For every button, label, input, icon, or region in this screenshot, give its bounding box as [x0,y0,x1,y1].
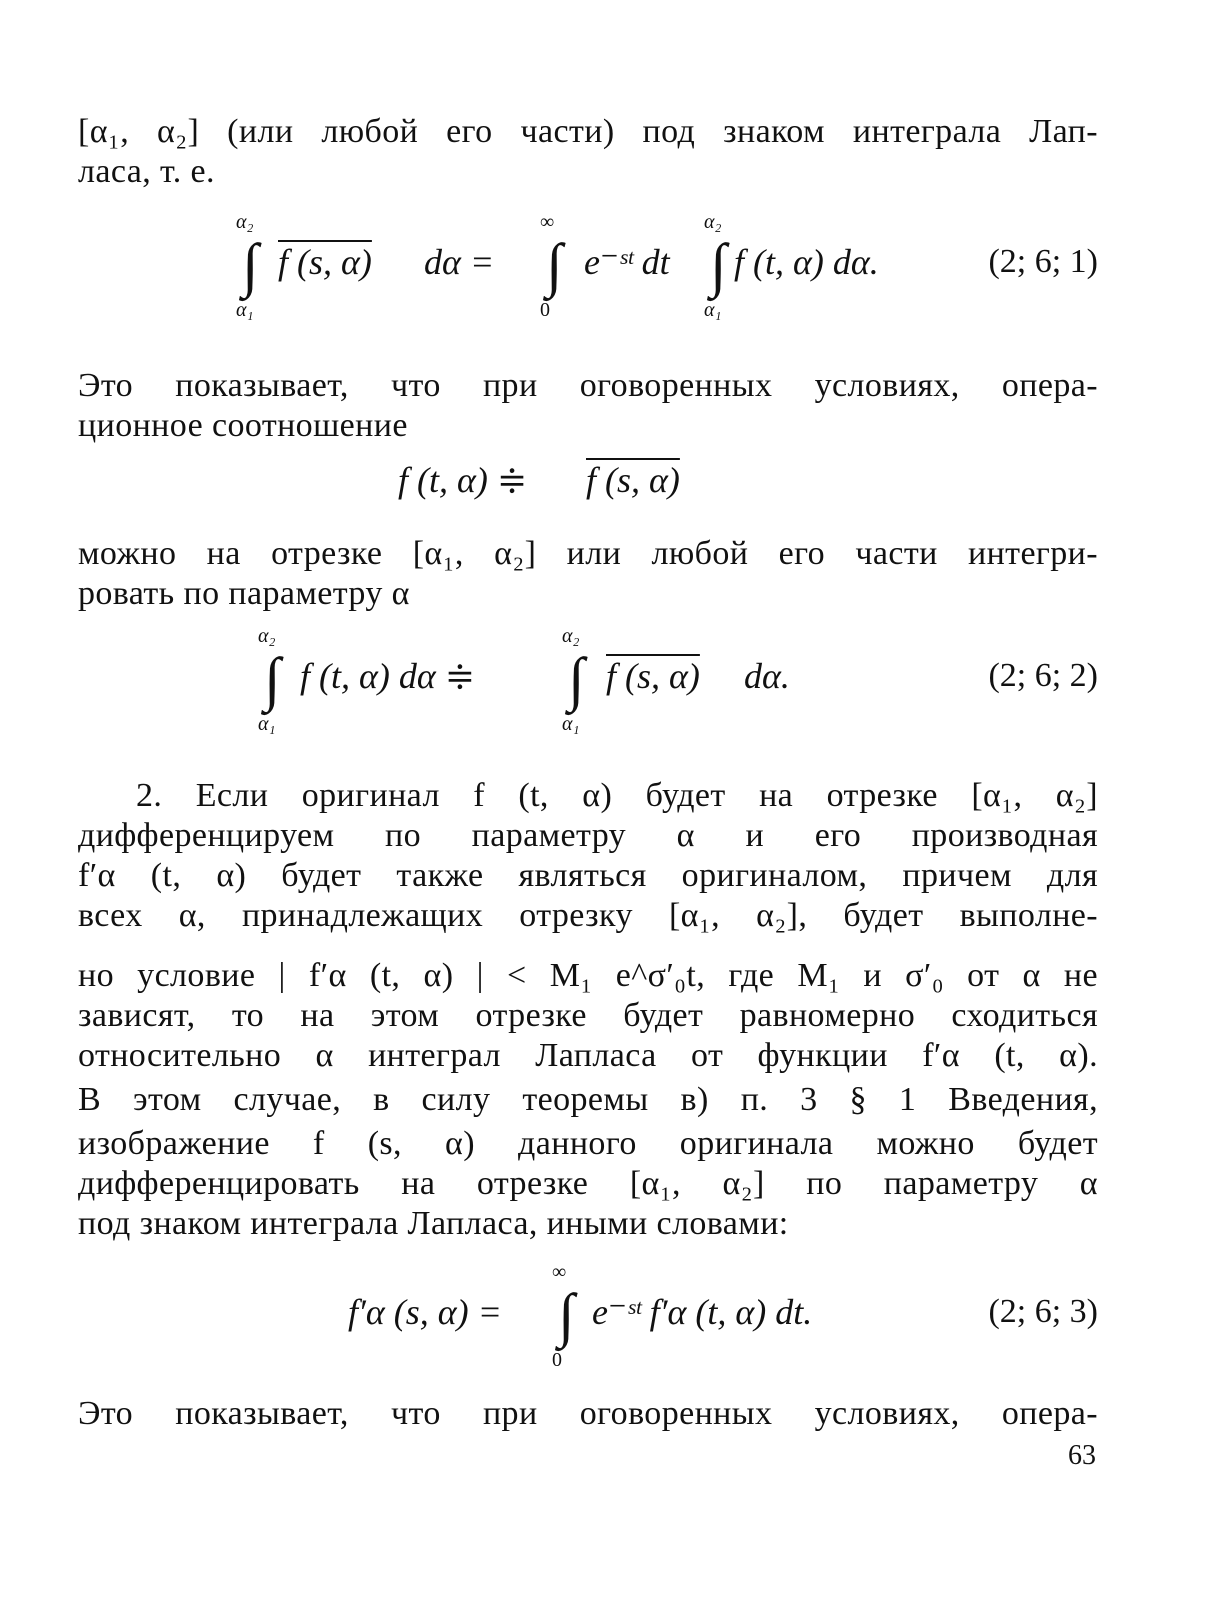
text-line: Это показывает, что при оговоренных условиях, опера- [78,1395,1098,1432]
equation-number: (2; 6; 1) [988,243,1098,280]
integral-upper-limit: α₂ [236,211,254,233]
text-line: 2. Если оригинал f (t, α) будет на отрезке [α₁, α₂] [136,777,1098,814]
text-line: f′α (t, α) будет также являться оригиналом, причем для [78,857,1098,894]
text-line: В этом случае, в силу теоремы в) п. 3 § 1 Введения, [78,1081,1098,1118]
page-number: 63 [1068,1440,1096,1471]
equation-2-6-3 [78,1262,1098,1382]
equation-number: (2; 6; 2) [988,657,1098,694]
integral-sign: ∞ ∫ 0 [552,1261,575,1371]
integral-lower-limit: α₁ [236,299,254,321]
text-line: дифференцируем по параметру α и его производная [78,817,1098,854]
integral-upper-limit: ∞ [552,1261,567,1283]
laplace-image-overlined: f (s, α) [278,242,372,282]
eq-text: dα. [744,656,790,696]
integral-lower-limit: α₁ [562,713,580,735]
integral-sign: α₂ ∫ α₁ [236,211,259,321]
equation-2-6-2 [78,626,1098,746]
eq-text: f′α (s, α) = [348,1292,502,1332]
equation-2-6-1 [78,212,1098,332]
eq-text: e⁻ˢᵗ dt [584,242,670,282]
eq-text: dα = [424,242,495,282]
integral-lower-limit: α₁ [258,713,276,735]
text-line: относительно α интеграл Лапласа от функции f′α (t, α). [78,1037,1098,1074]
integral-sign: α₂ ∫ α₁ [704,211,727,321]
laplace-image-overlined: f (s, α) [606,656,700,696]
integral-upper-limit: α₂ [704,211,722,233]
text-line: изображение f (s, α) данного оригинала можно будет [78,1125,1098,1162]
integral-upper-limit: α₂ [562,625,580,647]
text-line: [α₁, α₂] (или любой его части) под знаком интеграла Лап- [78,113,1098,150]
text-line: всех α, принадлежащих отрезку [α₁, α₂], будет выполне- [78,897,1098,934]
text-line: можно на отрезке [α₁, α₂] или любой его части интегри- [78,535,1098,572]
integral-lower-limit: α₁ [704,299,722,321]
integral-upper-limit: α₂ [258,625,276,647]
integral-upper-limit: ∞ [540,211,555,233]
equation-number: (2; 6; 3) [988,1293,1098,1330]
text-line: дифференцировать на отрезке [α₁, α₂] по параметру α [78,1165,1098,1202]
eq-text: f (t, α) ≑ [398,460,528,500]
integral-lower-limit: 0 [540,299,550,321]
text-line: Это показывает, что при оговоренных условиях, опера- [78,367,1098,404]
text-line: ровать по параметру α [78,575,410,612]
eq-text: f (t, α) dα ≑ [300,656,475,696]
text-line: под знаком интеграла Лапласа, иными словами: [78,1205,789,1242]
text-line: зависят, то на этом отрезке будет равномерно сходиться [78,997,1098,1034]
integral-sign: α₂ ∫ α₁ [562,625,585,735]
integral-sign: α₂ ∫ α₁ [258,625,281,735]
operational-relation [78,456,1098,506]
eq-text: e⁻ˢᵗ f′α (t, α) dt. [592,1292,813,1332]
text-line: ласа, т. е. [78,153,215,190]
integral-sign: ∞ ∫ 0 [540,211,563,321]
integral-lower-limit: 0 [552,1349,562,1371]
text-line: ционное соотношение [78,407,408,444]
laplace-image-overlined: f (s, α) [586,460,680,500]
text-line: но условие | f′α (t, α) | < M₁ e^σ′₀t, где M₁ и σ′₀ от α не [78,957,1098,994]
eq-text: f (t, α) dα. [734,242,879,282]
